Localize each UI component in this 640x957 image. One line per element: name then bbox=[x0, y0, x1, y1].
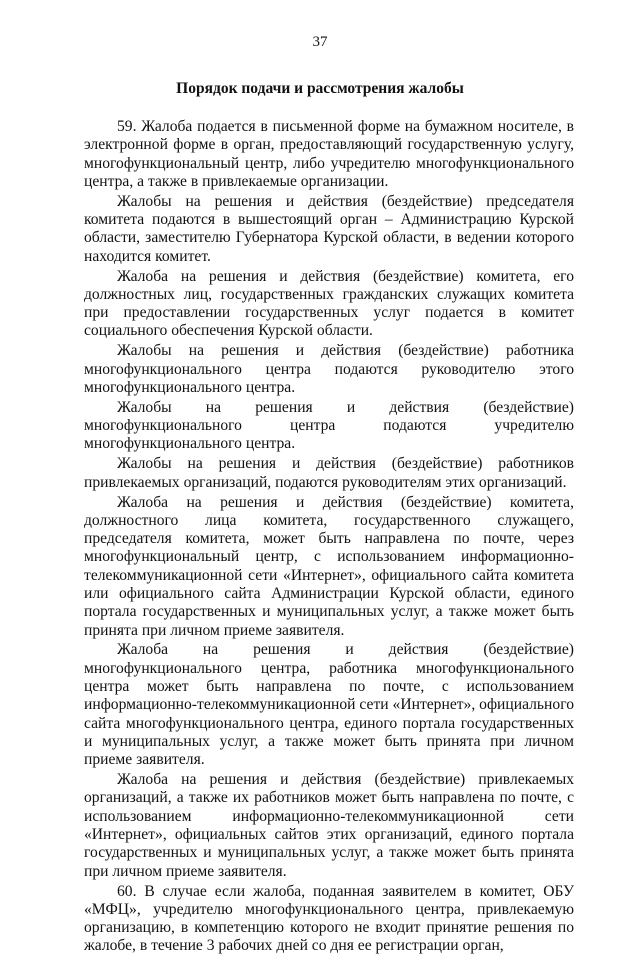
paragraph-chairman-complaints: Жалобы на решения и действия (бездействие) председателя комитета подаются в вышестоящий орган – Администрацию Курской области, заместителю Губернатора Курской области, в ведении которого находится комитет. bbox=[84, 192, 574, 265]
paragraph-committee-submission-channels: Жалоба на решения и действия (бездействие) комитета, должностного лица комитета, государственного служащего, председателя комитета, может быть направлена по почте, через многофункциональный центр, с использованием информационно-телекоммуникационной сети «Интернет», официального сайта комитета или официального сайта Администрации Курской области, единого портала государственных и муниципальных услуг, а также может быть принята при личном приеме заявителя. bbox=[84, 493, 574, 639]
section-heading: Порядок подачи и рассмотрения жалобы bbox=[176, 80, 464, 97]
paragraph-60: 60. В случае если жалоба, поданная заявителем в комитет, ОБУ «МФЦ», учредителю многофункционального центра, привлекаемую организацию, в компетенцию которого не входит принятие решения по жалобе, в течение 3 рабочих дней со дня ее регистрации орган, bbox=[84, 882, 574, 955]
paragraph-mfc-complaints: Жалобы на решения и действия (бездействие) многофункционального центра подаются учредителю многофункционального центра. bbox=[84, 398, 574, 453]
paragraph-mfc-employee-complaints: Жалобы на решения и действия (бездействие) работника многофункционального центра подаются руководителю этого многофункционального центра. bbox=[84, 342, 574, 396]
paragraph-committee-complaints: Жалоба на решения и действия (бездействие) комитета, его должностных лиц, государственных гражданских служащих комитета при предоставлении государственных услуг подается в комитет социального обеспечения Курской области. bbox=[84, 267, 574, 340]
paragraph-organization-submission-channels: Жалоба на решения и действия (бездействие) привлекаемых организаций, а также их работников может быть направлена по почте, с использованием информационно-телекоммуникационной сети «Интернет», официальных сайтов этих организаций, единого портала государственных и муниципальных услуг, а также может быть принята при личном приеме заявителя. bbox=[84, 771, 574, 880]
page-number: 37 bbox=[312, 34, 328, 50]
paragraph-mfc-submission-channels: Жалоба на решения и действия (бездействие) многофункционального центра, работника многофункционального центра может быть направлена по почте, с использованием информационно-телекоммуникационной сети «Интернет», официального сайта многофункционального центра, единого портала государственных и муниципальных услуг, а также может быть принята при личном приеме заявителя. bbox=[84, 641, 574, 769]
document-body bbox=[84, 118, 574, 957]
paragraph-59: 59. Жалоба подается в письменной форме на бумажном носителе, в электронной форме в орган, предоставляющий государственную услугу, многофункциональный центр, либо учредителю многофункционального центра, а также в привлекаемые организации. bbox=[84, 118, 574, 190]
paragraph-organization-employee-complaints: Жалобы на решения и действия (бездействие) работников привлекаемых организаций, подаются руководителям этих организаций. bbox=[84, 455, 574, 491]
